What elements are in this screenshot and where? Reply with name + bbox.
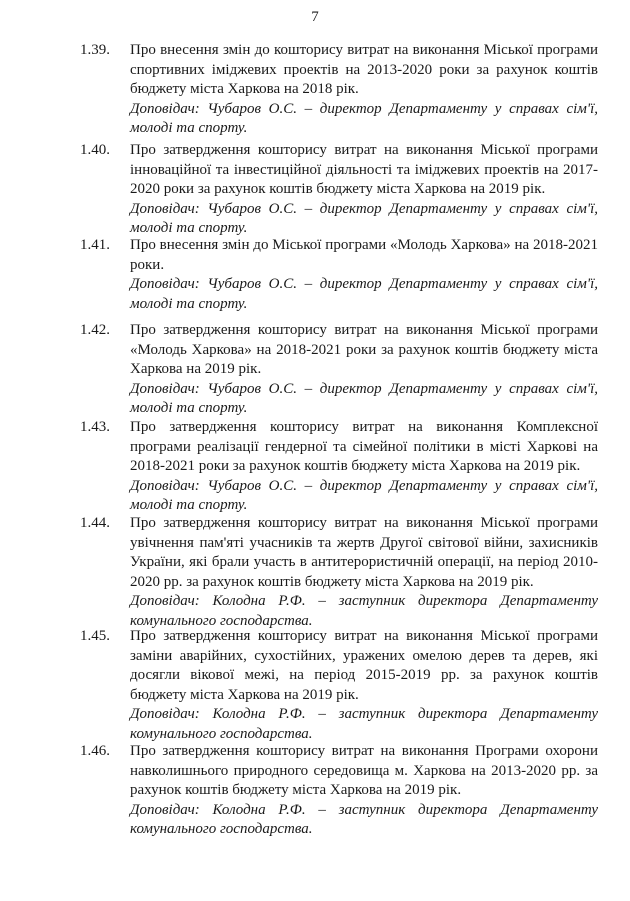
speaker-label: Доповідач: — [130, 706, 200, 722]
speaker-label: Доповідач: — [130, 380, 200, 397]
speaker-name: Чубаров О.С. – директор Департаменту у справах сім'ї, молоді та спорту. — [130, 477, 598, 513]
speaker-label: Доповідач: — [130, 801, 200, 818]
speaker-label: Доповідач: — [130, 276, 200, 292]
item-title: Про затвердження кошторису витрат на виконання Міської програми заміни аварійних, сухостійних, уражених омелою дерев та дерев, які досягли вікової межі, на період 2015-2019 рр. за рахунок коштів бюджету міста Харкова на 2019 рік. — [130, 628, 598, 703]
item-number: 1.44. — [80, 515, 110, 531]
speaker-name: Колодна Р.Ф. – заступник директора Департаменту комунального господарства. — [130, 593, 598, 629]
item-number: 1.39. — [80, 42, 110, 58]
item-body — [130, 141, 598, 239]
item-title: Про затвердження кошторису витрат на виконання Міської програми увічнення пам'яті учасників та жертв Другої світової війни, захисників України, які брали участь в антитерористичній операції, на період 2010-2020 рр. за рахунок коштів бюджету міста Харкова на 2019 рік. — [130, 515, 598, 590]
item-title: Про внесення змін до кошторису витрат на виконання Міської програми спортивних іміджевих проектів на 2013-2020 роки за рахунок коштів бюджету міста Харкова на 2018 рік. — [130, 42, 598, 97]
item-body — [130, 321, 598, 419]
page-number: 7 — [311, 9, 319, 25]
item-number: 1.40. — [80, 142, 110, 158]
item-body — [130, 514, 598, 631]
item-title: Про затвердження кошторису витрат на виконання Програми охорони навколишнього природного середовища м. Харкова на 2013-2020 рр. за рахунок коштів бюджету міста Харкова на 2019 рік. — [130, 743, 598, 798]
item-number: 1.42. — [80, 322, 110, 338]
item-number: 1.45. — [80, 628, 110, 644]
item-title: Про затвердження кошторису витрат на виконання Комплексної програми реалізації гендерної та сімейної політики в місті Харкові на 2018-2021 роки за рахунок коштів бюджету міста Харкова на 2019 рік. — [130, 419, 598, 474]
item-speaker-line — [130, 477, 598, 516]
speaker-label: Доповідач: — [130, 100, 200, 117]
item-body — [130, 627, 598, 744]
item-body — [130, 742, 598, 840]
speaker-label: Доповідач: — [130, 477, 200, 494]
item-speaker-line — [130, 100, 598, 139]
item-speaker-line — [130, 275, 598, 314]
speaker-name: Колодна Р.Ф. – заступник директора Департаменту комунального господарства. — [130, 706, 598, 742]
item-speaker-line — [130, 705, 598, 744]
item-speaker-line — [130, 200, 598, 239]
item-body — [130, 41, 598, 139]
item-title: Про внесення змін до Міської програми «Молодь Харкова» на 2018-2021 роки. — [130, 237, 598, 273]
speaker-name: Чубаров О.С. – директор Департаменту у справах сім'ї, молоді та спорту. — [130, 100, 598, 136]
speaker-label: Доповідач: — [130, 200, 200, 217]
item-title: Про затвердження кошторису витрат на виконання Міської програми інноваційної та інвестиційної діяльності та іміджевих проектів на 2017-2020 роки за рахунок коштів бюджету міста Харкова на 2019 рік. — [130, 142, 598, 197]
speaker-name: Чубаров О.С. – директор Департаменту у справах сім'ї, молоді та спорту. — [130, 200, 598, 236]
item-body — [130, 418, 598, 516]
item-speaker-line — [130, 801, 598, 840]
speaker-name: Колодна Р.Ф. – заступник директора Департаменту комунального господарства. — [130, 801, 598, 837]
item-number: 1.43. — [80, 419, 110, 435]
item-title: Про затвердження кошторису витрат на виконання Міської програми «Молодь Харкова» на 2018-2021 роки за рахунок коштів бюджету міста Харкова на 2019 рік. — [130, 322, 598, 377]
item-number: 1.46. — [80, 743, 110, 759]
speaker-label: Доповідач: — [130, 593, 200, 609]
item-body — [130, 236, 598, 314]
speaker-name: Чубаров О.С. – директор Департаменту у справах сім'ї, молоді та спорту. — [130, 380, 598, 416]
item-speaker-line — [130, 380, 598, 419]
item-number: 1.41. — [80, 237, 110, 253]
speaker-name: Чубаров О.С. – директор Департаменту у справах сім'ї, молоді та спорту. — [130, 276, 598, 312]
item-speaker-line — [130, 592, 598, 631]
